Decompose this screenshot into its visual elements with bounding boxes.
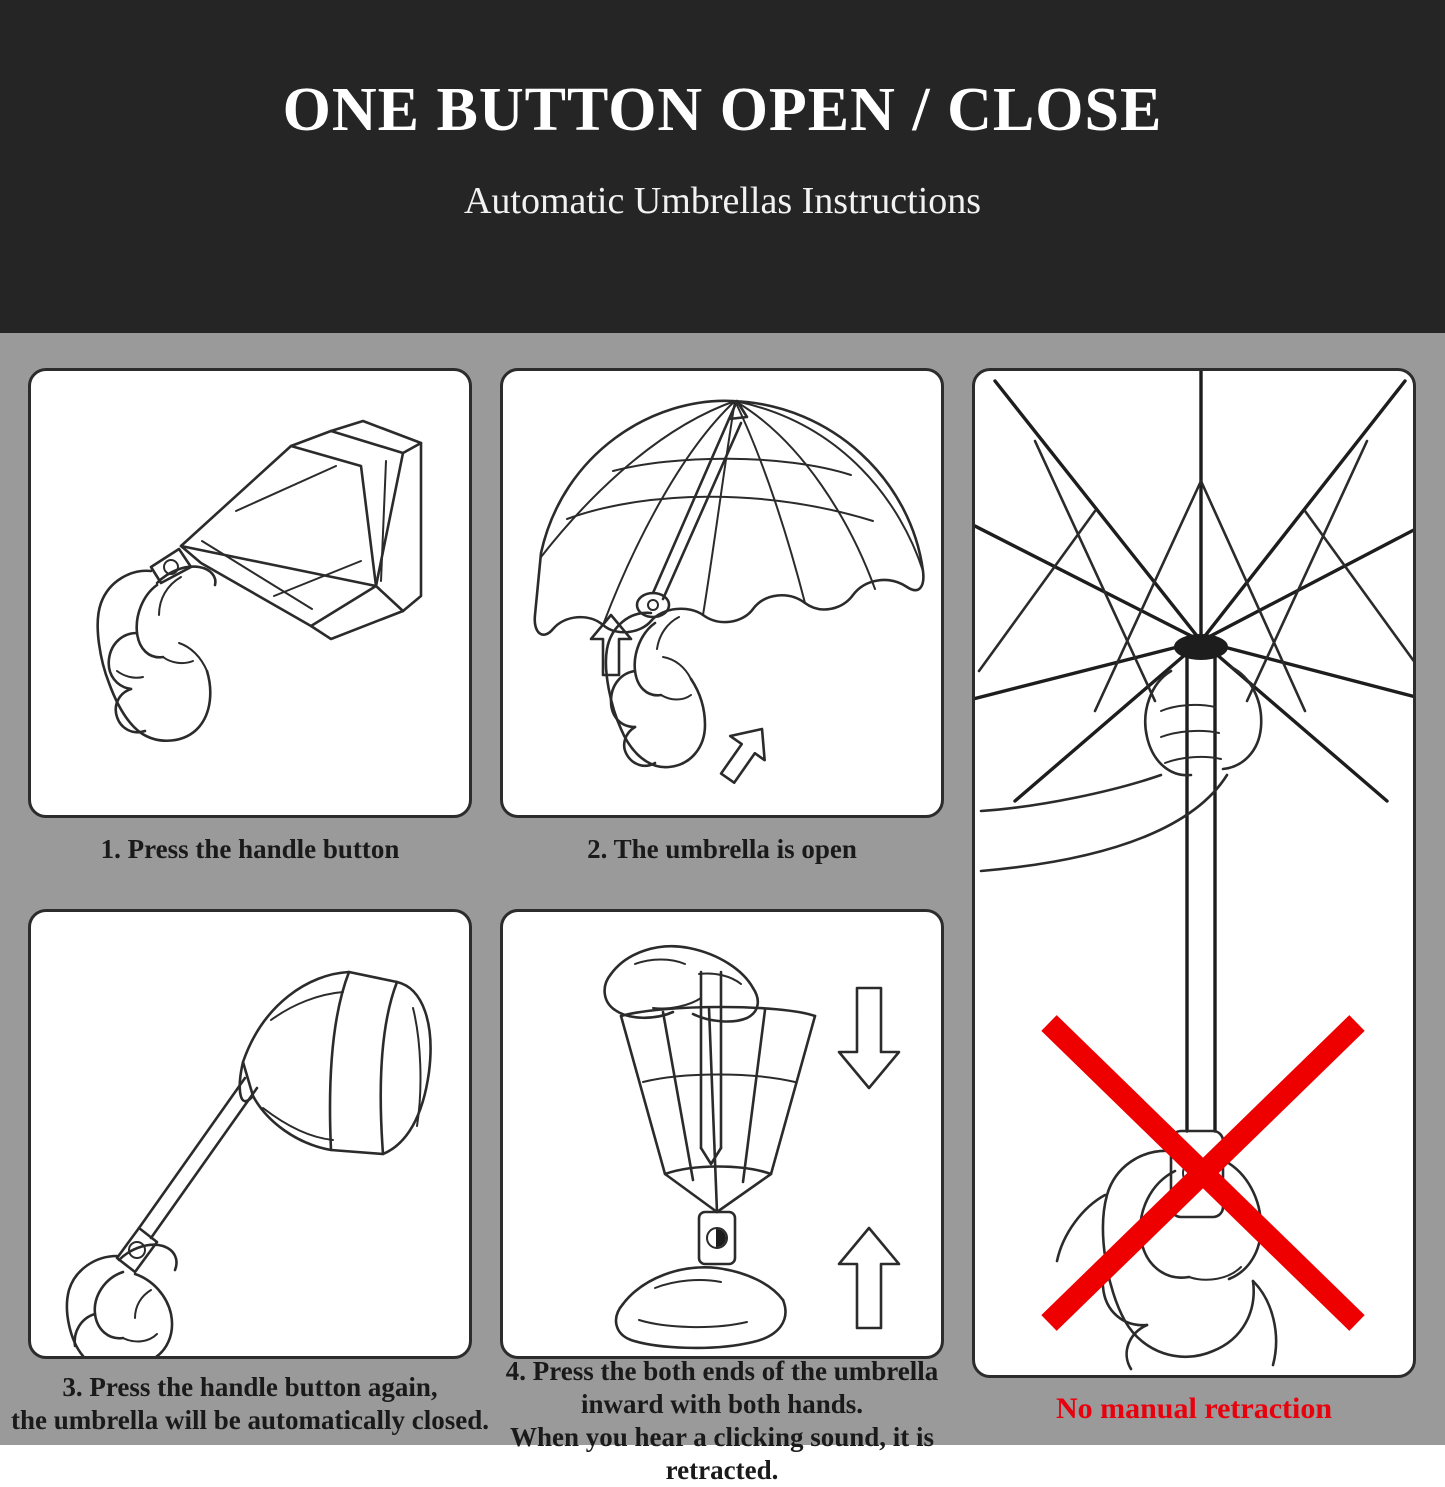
press-both-ends-icon bbox=[503, 912, 944, 1359]
step-4-caption-line1: 4. Press the both ends of the umbrella bbox=[505, 1356, 939, 1386]
step-3-caption-line1: 3. Press the handle button again, bbox=[62, 1372, 438, 1402]
step-4-illustration-panel bbox=[500, 909, 944, 1359]
step-4-caption bbox=[492, 1355, 952, 1487]
step-4-caption-line2: inward with both hands. bbox=[580, 1388, 864, 1419]
no-manual-retraction-icon bbox=[975, 371, 1416, 1378]
warning-caption: No manual retraction bbox=[1055, 1392, 1333, 1425]
page-title: ONE BUTTON OPEN / CLOSE bbox=[282, 76, 1163, 144]
page-subtitle: Automatic Umbrellas Instructions bbox=[463, 180, 982, 223]
header-banner bbox=[0, 0, 1445, 333]
step-2-illustration-panel bbox=[500, 368, 944, 818]
step-3-caption-line2: the umbrella will be automatically closed. bbox=[11, 1404, 489, 1435]
open-umbrella-icon bbox=[503, 371, 944, 818]
step-1-caption: 1. Press the handle button bbox=[100, 834, 400, 864]
step-4-caption-line3: When you hear a clicking sound, it is retracted. bbox=[509, 1421, 935, 1485]
step-2-caption: 2. The umbrella is open bbox=[587, 834, 857, 864]
warning-illustration-panel bbox=[972, 368, 1416, 1378]
step-3-illustration-panel bbox=[28, 909, 472, 1359]
steps-grid bbox=[0, 333, 1445, 1485]
step-3-caption bbox=[10, 1371, 490, 1437]
press-button-again-icon bbox=[31, 912, 472, 1359]
press-handle-button-icon bbox=[31, 371, 472, 818]
step-1-illustration-panel bbox=[28, 368, 472, 818]
